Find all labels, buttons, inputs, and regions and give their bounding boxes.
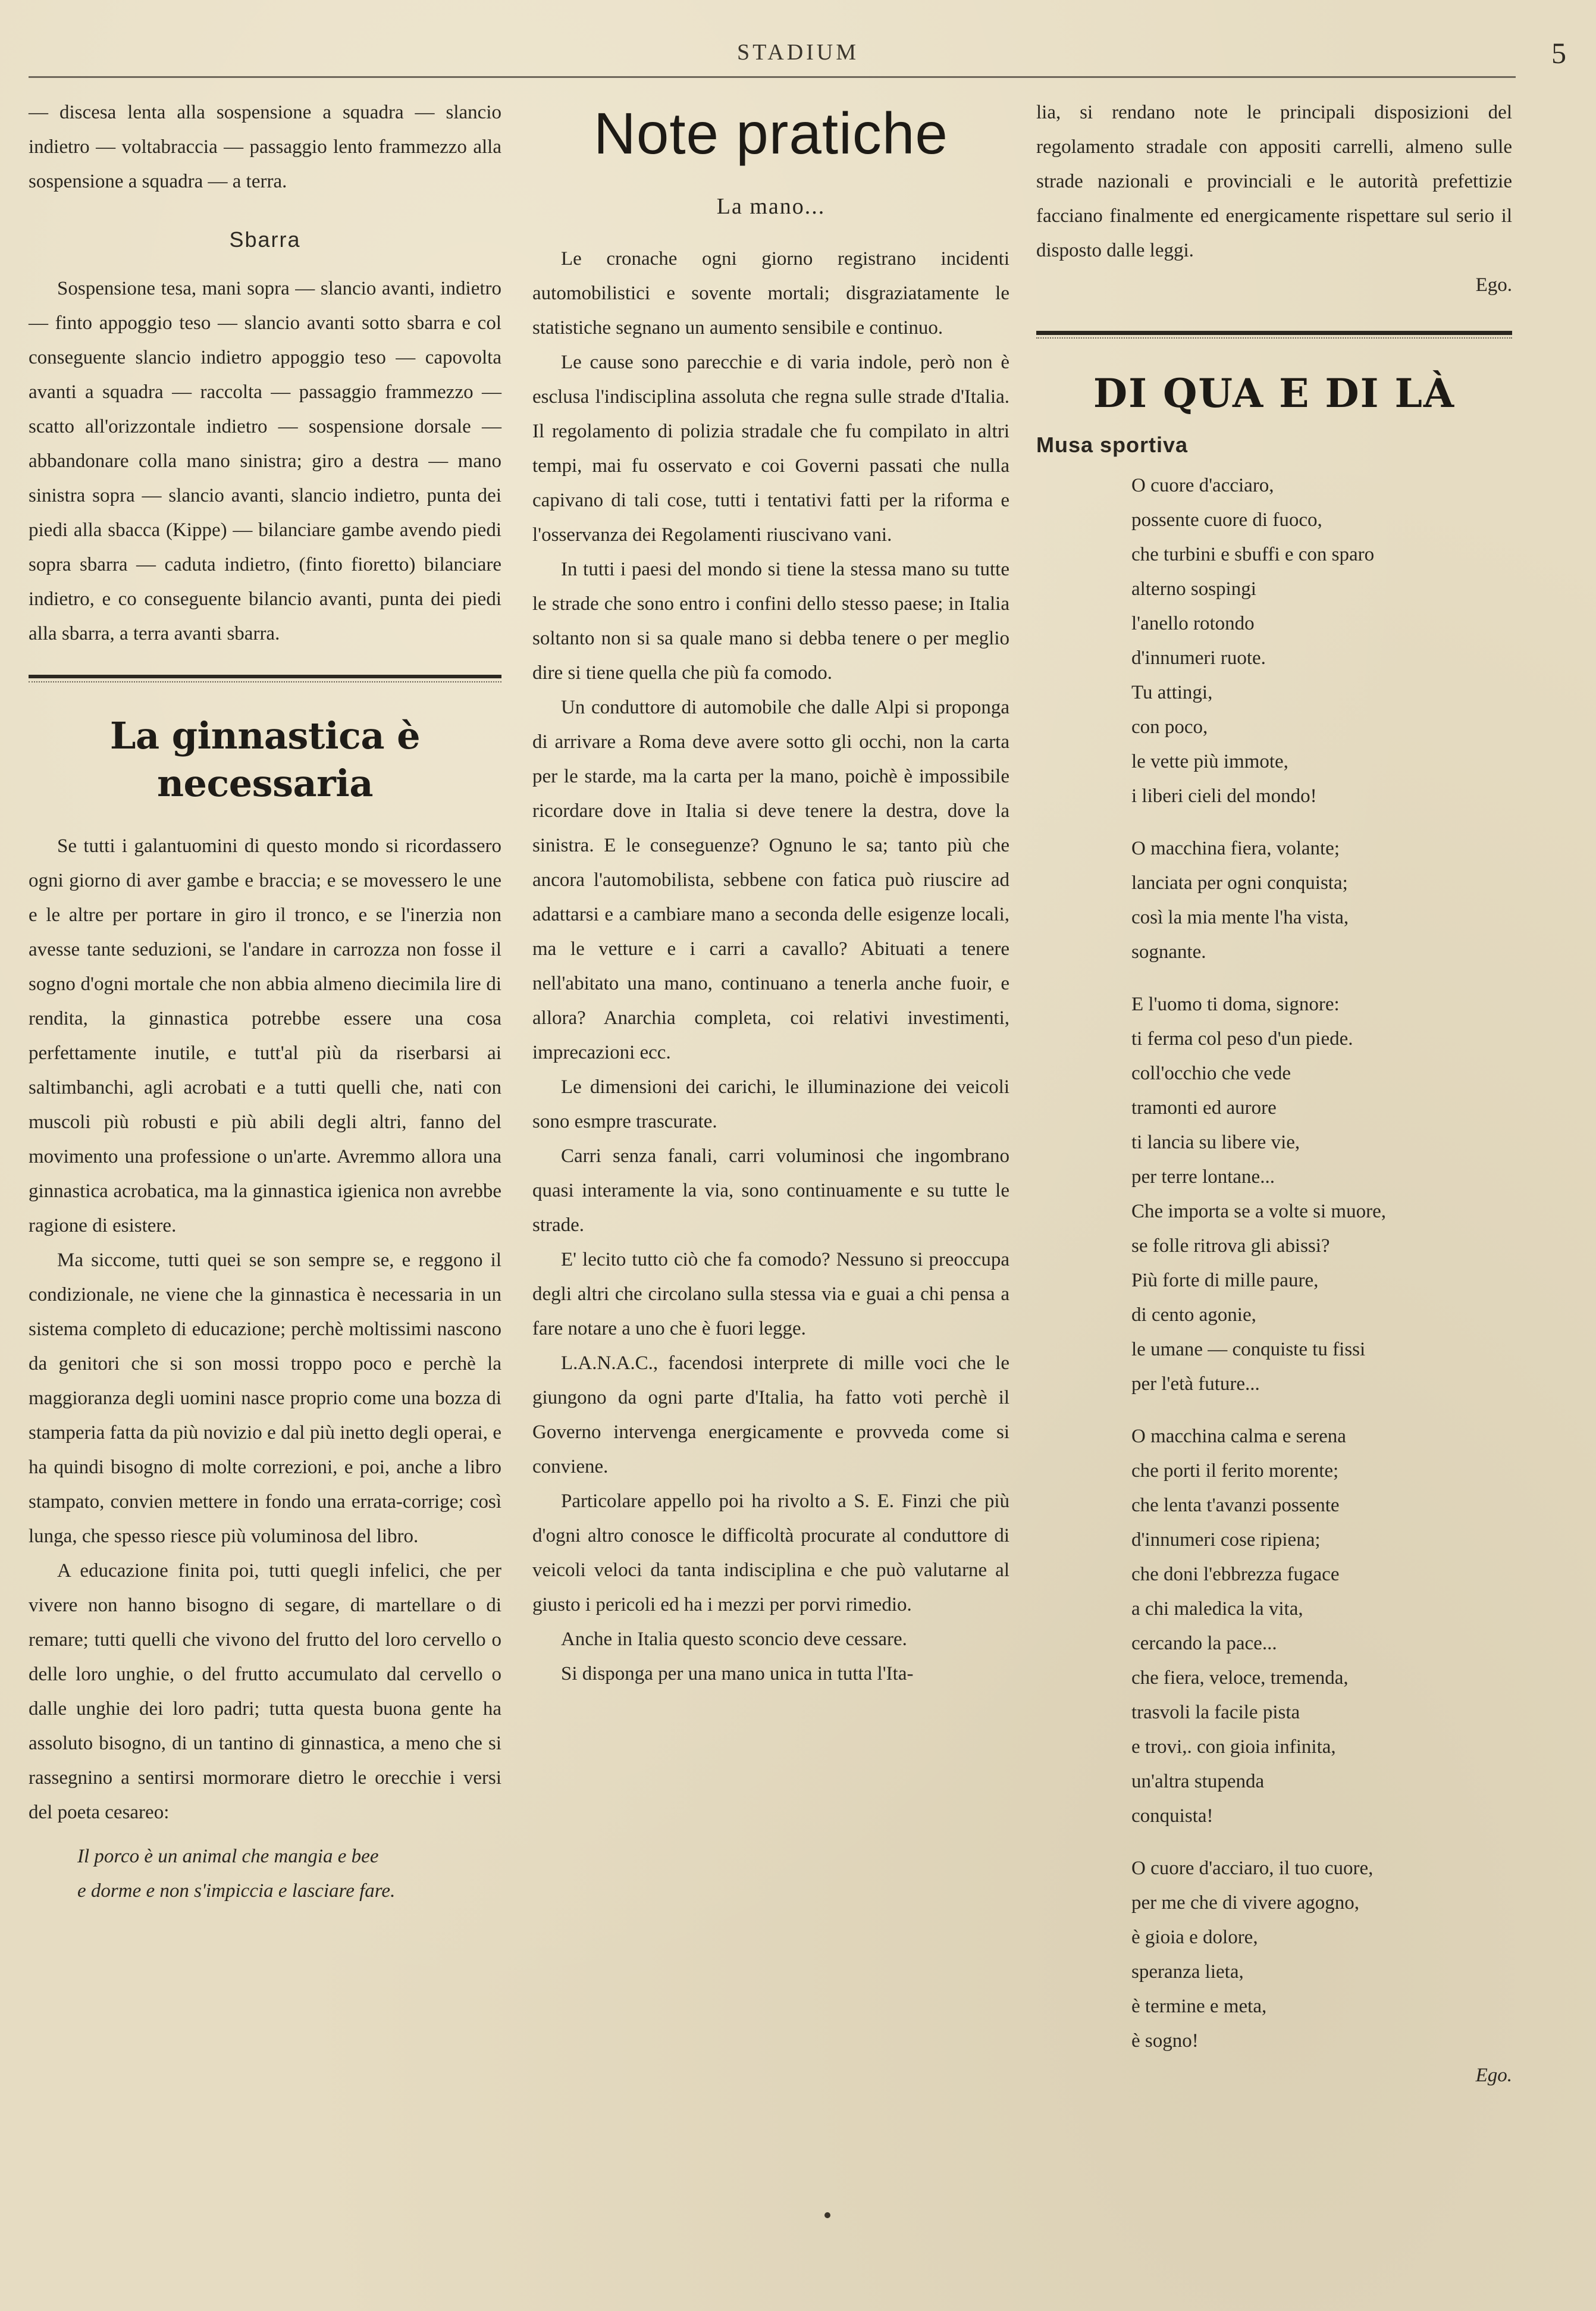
poem-line: Che importa se a volte si muore, [1131,1201,1386,1222]
poem-line: ti lancia su libere vie, [1131,1132,1300,1153]
poem [1036,468,1512,2058]
stanza-gap [1036,1401,1512,1419]
sbarra-paragraph: Sospensione tesa, mani sopra — slancio avanti, indietro — finto appoggio teso — slancio avanti sotto sbarra e col conseguente slancio indietro appoggio teso — capovolta avanti a squadra — raccolta — passaggio frammezzo — scatto all'orizzontale indietro — sospensione dorsale — abbandonare colla mano sinistra; giro a destra — mano sinistra sopra — slancio avanti, slancio indietro, punta dei piedi alla sbacca (Kippe) — bilanciare gambe avendo piedi sopra sbarra — caduta indietro, (finto fioretto) bilanciare indietro, e co conseguente bilancio avanti, punta dei piedi alla sbarra, a terra avanti sbarra. [29,278,501,644]
poem-line: cercando la pace... [1131,1633,1277,1654]
note-paragraph-11: Si disponga per una mano unica in tutta l'Ita- [561,1663,914,1684]
poem-line: con poco, [1131,716,1208,738]
poem-line: ti ferma col peso d'un piede. [1131,1028,1353,1050]
sbarra-heading: Sbarra [229,227,301,252]
poem-line: se folle ritrova gli abissi? [1131,1235,1330,1257]
note-pratiche-headline: Note pratiche [594,101,948,166]
poem-line: sognante. [1131,941,1206,963]
poem-line: per l'età future... [1131,1373,1260,1395]
note-paragraph-8: L.A.N.A.C., facendosi interprete di mille voci che le giungono da ogni parte d'Italia, ha fatto voti perchè il Governo intervenga energicamente e provveda come si conviene. [532,1352,1009,1477]
poem-line: O cuore d'acciaro, [1131,475,1274,496]
poem-line: è termine e meta, [1131,1996,1267,2017]
note-continuation: lia, si rendano note le principali disposizioni del regolamento stradale con appositi carrelli, almeno sulle strade nazionali e provinciali e le autorità prefettizie facciano finalmente ed energicamente rispettare sul serio il disposto dalle leggi. [1036,102,1512,261]
poem-line: Più forte di mille paure, [1131,1270,1319,1291]
stanza-gap [1036,969,1512,987]
poem-line: un'altra stupenda [1131,1771,1265,1792]
poem-line: tramonti ed aurore [1131,1097,1277,1119]
stanza-gap [1036,1833,1512,1851]
gym-headline: La ginnastica è necessaria [109,714,421,805]
note-paragraph-4: Un conduttore di automobile che dalle Alpi si proponga di arrivare a Roma deve avere sotto gli occhi, non la carta per le starde, ma la carta per la mano, poichè è impossibile ricordare dove in Italia si deve tenere la destra, dove la sinistra. E le conseguenze? Ognuno le sa; tanto più che ancora l'automobilista, sebbene con fatica può riuscire ad adattarsi e a cambiare mano a seconda delle esigenze locali, ma le vetture e i carri a cavallo? Abituati a tenere nell'abitato una mano, continuano a tenerla anche fuoir, e allora? Anarchia completa, coi relativi investimenti, imprecazioni ecc. [532,697,1009,1063]
column-right [1036,95,1512,2093]
note-paragraph-2: Le cause sono parecchie e di varia indole, però non è esclusa l'indisciplina assoluta che regna sulle strade d'Italia. Il regolamento di polizia stradale che fu compilato in altri tempi, mai fu osservato e coi Governi passati che nulla capivano di tali cose, tutti i tentativi fatti per la riforma e l'osservanza dei Regolamenti riuscivano vani. [532,352,1009,546]
signature-ego: Ego. [1475,2065,1512,2086]
poem-line: Tu attingi, [1131,682,1213,703]
poem-line: d'innumeri ruote. [1131,647,1266,669]
poem-line: è sogno! [1131,2030,1199,2052]
poem-line: che porti il ferito morente; [1131,1460,1339,1482]
note-paragraph-3: In tutti i paesi del mondo si tiene la stessa mano su tutte le strade che sono entro i confini dello stesso paese; in Italia soltanto non si sa quale mano si debba tenere o per meglio dire si tiene quella che più fa comodo. [532,559,1009,684]
section-divider [29,675,501,682]
poem-line: coll'occhio che vede [1131,1063,1291,1084]
poem-line: le umane — conquiste tu fissi [1131,1339,1366,1360]
newspaper-title: STADIUM [736,40,860,65]
musa-sportiva-subheading: Musa sportiva [1036,433,1189,457]
gym-paragraph-1: Se tutti i galantuomini di questo mondo si ricordassero ogni giorno di aver gambe e braccia; e se movessero le une e le altre per portare in giro il tronco, e se l'inerzia non avesse tante seduzioni, se l'andare in carrozza non fosse il sogno d'ogni mortale che non abbia almeno diecimila lire di rendita, la ginnastica potrebbe essere una cosa perfettamente inutile, e tutt'al più da riserbarsi ai saltimbanchi, agli acrobati e a tutti quelli che, nati con muscoli più robusti e più abili degli altri, fanno del movimento una professione o un'arte. Avremmo allora una ginnastica acrobatica, ma la ginnastica igienica non avrebbe ragione di esistere. [29,835,501,1236]
section-divider-right [1036,331,1512,339]
gym-paragraph-3: A educazione finita poi, tutti quegli infelici, che per vivere non hanno bisogno di segare, di martellare o di remare; tutti quelli che vivono del frutto del loro cervello o delle loro unghie, o del frutto accumulato dal cervello o dalle unghie dei loro padri; tutta questa buona gente ha assoluto bisogno, di un tantino di ginnastica, a meno che si rassegnino a sentirsi mormorare dietro le orecchie i versi del poeta cesareo: [29,1560,501,1823]
poem-line: O cuore d'acciaro, il tuo cuore, [1131,1858,1374,1879]
note-paragraph-6: Carri senza fanali, carri voluminosi che ingombrano quasi interamente la via, sono continuamente e su tutte le strade. [532,1145,1009,1236]
header-rule [29,76,1516,78]
poem-line: lanciata per ogni conquista; [1131,872,1348,894]
poem-line: speranza lieta, [1131,1961,1244,1983]
poem-line: O macchina fiera, volante; [1131,838,1340,859]
poem-line: per me che di vivere agogno, [1131,1892,1360,1914]
signature-gc: Ego. [1475,274,1512,296]
poem-line: possente cuore di fuoco, [1131,509,1322,531]
poem-line: così la mia mente l'ha vista, [1131,907,1349,928]
poem-line: che lenta t'avanzi possente [1131,1495,1340,1516]
paper-speck [824,2212,830,2218]
note-paragraph-1: Le cronache ogni giorno registrano incidenti automobilistici e sovente mortali; disgraziatamente le statistiche segnano un aumento sensibile e continuo. [532,248,1009,339]
poem-line: conquista! [1131,1805,1214,1827]
poem-line: O macchina calma e serena [1131,1426,1346,1447]
poem-line: d'innumeri cose ripiena; [1131,1529,1321,1551]
la-mano-subheading: La mano... [716,194,826,219]
poem-line: alterno sospingi [1131,578,1256,600]
poem-line: a chi maledica la vita, [1131,1598,1303,1620]
note-paragraph-10: Anche in Italia questo sconcio deve cessare. [561,1629,907,1650]
stanza-gap [1036,813,1512,831]
column-left [29,95,501,1908]
page-number: 5 [1551,36,1566,70]
sbarra-intro-paragraph: — discesa lenta alla sospensione a squadra — slancio indietro — voltabraccia — passaggio lento frammezzo alla sospensione a squadra — a terra. [29,102,501,192]
column-middle [532,95,1009,1691]
poem-line: le vette più immote, [1131,751,1288,772]
poem-line: per terre lontane... [1131,1166,1275,1188]
poem-line: E l'uomo ti doma, signore: [1131,994,1340,1015]
gym-paragraph-2: Ma siccome, tutti quei se son sempre se, e reggono il condizionale, ne viene che la ginnastica è necessaria in un sistema completo di educazione; perchè moltissimi nascono da genitori che si son mossi troppo poco e perchè la maggioranza degli uomini nasce proprio come una bozza di stamperia fatta da più novizio e dal più inetto degli operai, e ha quindi bisogno di molte correzioni, e poi, anche a libro stampato, convien mettere in fondo una errata-corrige; così lunga, che spesso riesce più voluminosa del libro. [29,1250,501,1547]
poem-line: che turbini e sbuffi e con sparo [1131,544,1375,565]
poem-line: che fiera, veloce, tremenda, [1131,1667,1349,1689]
note-paragraph-5: Le dimensioni dei carichi, le illuminazione dei veicoli sono esmpre trascurate. [532,1076,1009,1132]
quote-line-1: Il porco è un animal che mangia e bee [77,1846,379,1867]
poem-line: di cento agonie, [1131,1304,1256,1326]
poem-line: che doni l'ebbrezza fugace [1131,1564,1340,1585]
note-paragraph-7: E' lecito tutto ciò che fa comodo? Nessuno si preoccupa degli altri che circolano sulla stessa via e guai a chi pensa a fare notare a uno che è fuori legge. [532,1249,1009,1339]
poem-line: i liberi cieli del mondo! [1131,785,1317,807]
quote-line-2: e dorme e non s'impiccia e lasciare fare. [77,1880,396,1902]
note-paragraph-9: Particolare appello poi ha rivolto a S. E. Finzi che più d'ogni altro conosce le difficoltà procurate al conduttore di veicoli veloci da tanta indisciplina e che può valutarne al giusto i pericoli ed ha i mezzi per porvi rimedio. [532,1490,1009,1615]
poem-line: e trovi,. con gioia infinita, [1131,1736,1336,1758]
di-qua-e-di-la-headline: DI QUA E DI LÀ [1093,370,1456,417]
poem-line: è gioia e dolore, [1131,1927,1258,1948]
poem-line: l'anello rotondo [1131,613,1255,634]
poem-line: trasvoli la facile pista [1131,1702,1300,1723]
